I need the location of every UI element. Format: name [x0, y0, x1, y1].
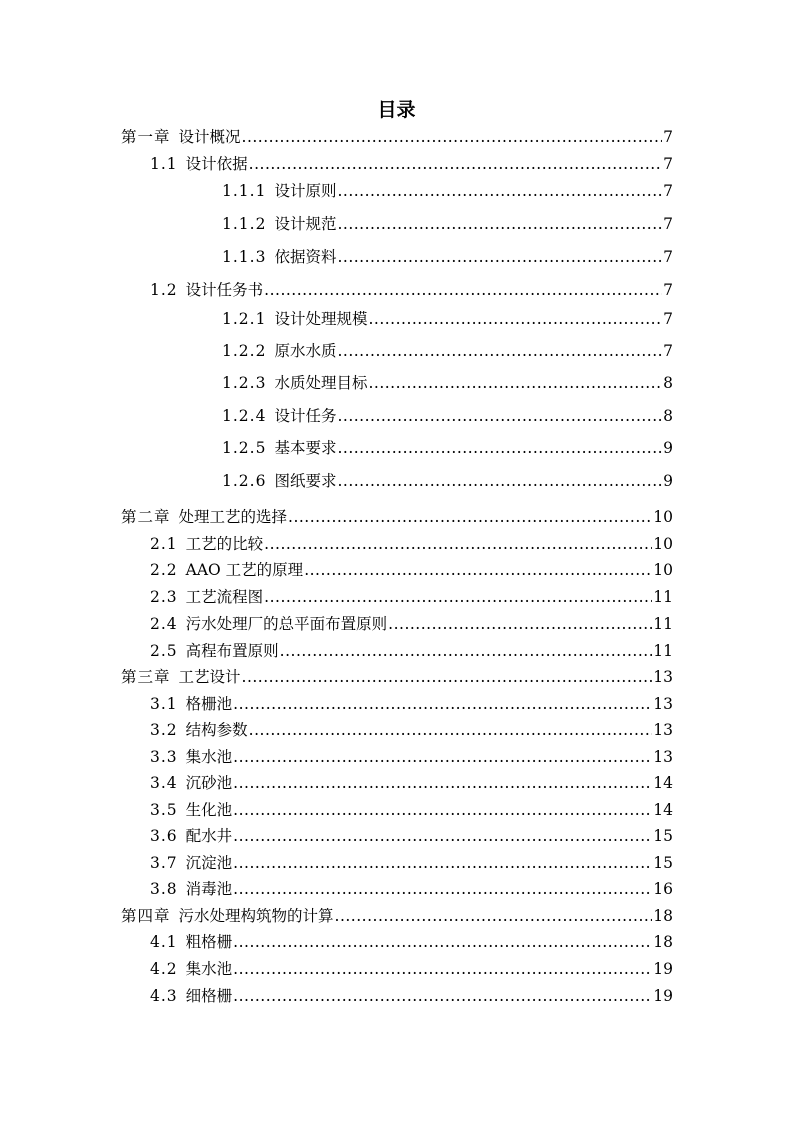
toc-entry-title: 沉砂池 — [185, 774, 233, 792]
toc-entry-number: 2.3 — [150, 588, 178, 606]
toc-section-entry[interactable] — [150, 878, 673, 900]
toc-page-number: 13 — [653, 748, 673, 766]
toc-page-number: 7 — [663, 310, 673, 328]
toc-section-entry[interactable] — [222, 180, 673, 202]
toc-dot-leader — [233, 985, 652, 1007]
toc-dot-leader — [233, 958, 652, 980]
toc-page-number: 7 — [663, 182, 673, 200]
toc-dot-leader — [233, 878, 652, 900]
toc-dot-leader — [337, 470, 662, 492]
toc-entry-title: 污水处理厂的总平面布置原则 — [185, 615, 388, 633]
toc-section-entry[interactable] — [150, 640, 673, 662]
toc-entry-title: 设计概况 — [178, 128, 241, 146]
toc-page-number: 8 — [663, 407, 673, 425]
toc-dot-leader — [233, 852, 652, 874]
toc-page-number: 7 — [663, 342, 673, 360]
toc-entry-title: 原水水质 — [274, 342, 337, 360]
toc-section-entry[interactable] — [150, 985, 673, 1007]
toc-entry-title: 设计任务 — [274, 407, 337, 425]
toc-entry-number: 第四章 — [121, 907, 171, 925]
toc-entry-number: 第二章 — [121, 508, 171, 526]
toc-dot-leader — [288, 506, 652, 528]
toc-entry-number: 1.2.1 — [222, 310, 267, 328]
toc-entry-number: 1.1.1 — [222, 182, 267, 200]
toc-entry-number: 1.2 — [150, 281, 178, 299]
toc-dot-leader — [337, 437, 662, 459]
toc-section-entry[interactable] — [222, 213, 673, 235]
toc-section-entry[interactable] — [150, 693, 673, 715]
toc-section-entry[interactable] — [222, 372, 673, 394]
toc-section-entry[interactable] — [150, 772, 673, 794]
toc-entry-title: 工艺设计 — [178, 668, 241, 686]
toc-chapter-entry[interactable] — [121, 506, 673, 528]
toc-section-entry[interactable] — [222, 308, 673, 330]
toc-entry-title: 工艺流程图 — [185, 588, 264, 606]
toc-dot-leader — [280, 640, 653, 662]
toc-page-number: 15 — [653, 827, 673, 845]
toc-page-number: 15 — [653, 854, 673, 872]
toc-entry-title: 工艺的比较 — [185, 535, 264, 553]
toc-page-number: 7 — [663, 248, 673, 266]
toc-page-number: 13 — [653, 695, 673, 713]
toc-entry-title: 设计原则 — [274, 182, 337, 200]
toc-dot-leader — [242, 666, 653, 688]
toc-entry-number: 2.2 — [150, 561, 178, 579]
toc-entry-number: 3.1 — [150, 695, 178, 713]
toc-section-entry[interactable] — [150, 825, 673, 847]
toc-page-number: 18 — [653, 933, 673, 951]
toc-section-entry[interactable] — [150, 931, 673, 953]
toc-entry-number: 4.3 — [150, 987, 178, 1005]
toc-section-entry[interactable] — [150, 153, 673, 175]
toc-section-entry[interactable] — [150, 279, 673, 301]
toc-section-entry[interactable] — [222, 246, 673, 268]
toc-page-number: 9 — [663, 472, 673, 490]
toc-section-entry[interactable] — [222, 470, 673, 492]
toc-entry-title: 结构参数 — [185, 721, 248, 739]
toc-entry-title: 集水池 — [185, 960, 233, 978]
toc-entry-title: 沉淀池 — [185, 854, 233, 872]
toc-entry-number: 1.2.6 — [222, 472, 267, 490]
toc-entry-title: 依据资料 — [274, 248, 337, 266]
toc-entry-title: 消毒池 — [185, 880, 233, 898]
toc-dot-leader — [264, 586, 652, 608]
toc-entry-number: 4.2 — [150, 960, 178, 978]
toc-entry-number: 3.3 — [150, 748, 178, 766]
toc-dot-leader — [233, 772, 652, 794]
toc-entry-number: 2.4 — [150, 615, 178, 633]
toc-entry-number: 1.2.5 — [222, 439, 267, 457]
toc-entry-number: 1.1.3 — [222, 248, 267, 266]
toc-page-number: 10 — [653, 535, 673, 553]
toc-page-number: 13 — [653, 721, 673, 739]
toc-page-number: 10 — [653, 508, 673, 526]
toc-entry-title: 高程布置原则 — [185, 642, 279, 660]
toc-entry-number: 3.2 — [150, 721, 178, 739]
toc-page-number: 18 — [653, 907, 673, 925]
toc-page-number: 11 — [653, 588, 673, 606]
toc-dot-leader — [337, 180, 662, 202]
toc-entry-title: 设计处理规模 — [274, 310, 368, 328]
toc-entry-number: 1.1.2 — [222, 215, 267, 233]
toc-section-entry[interactable] — [222, 405, 673, 427]
toc-section-entry[interactable] — [150, 719, 673, 741]
toc-entry-title: AAO 工艺的原理 — [185, 561, 304, 579]
toc-page-number: 11 — [653, 642, 673, 660]
toc-section-entry[interactable] — [150, 799, 673, 821]
toc-entry-title: 污水处理构筑物的计算 — [178, 907, 334, 925]
toc-entry-title: 配水井 — [185, 827, 233, 845]
toc-entry-number: 1.2.4 — [222, 407, 267, 425]
toc-section-entry[interactable] — [150, 613, 673, 635]
toc-section-entry[interactable] — [222, 340, 673, 362]
toc-entry-title: 设计任务书 — [185, 281, 264, 299]
toc-dot-leader — [242, 126, 663, 148]
toc-dot-leader — [233, 799, 652, 821]
toc-entry-number: 3.6 — [150, 827, 178, 845]
toc-dot-leader — [337, 405, 662, 427]
toc-dot-leader — [233, 693, 652, 715]
toc-entry-title: 设计规范 — [274, 215, 337, 233]
toc-section-entry[interactable] — [222, 437, 673, 459]
toc-dot-leader — [335, 905, 653, 927]
toc-entry-number: 2.1 — [150, 535, 178, 553]
toc-section-entry[interactable] — [150, 586, 673, 608]
toc-entry-title: 粗格栅 — [185, 933, 233, 951]
toc-entry-number: 1.2.3 — [222, 374, 267, 392]
toc-page-number: 19 — [653, 987, 673, 1005]
toc-page-number: 13 — [653, 668, 673, 686]
toc-chapter-entry[interactable] — [121, 666, 673, 688]
toc-dot-leader — [368, 308, 662, 330]
toc-dot-leader — [337, 213, 662, 235]
toc-entry-number: 1.2.2 — [222, 342, 267, 360]
toc-dot-leader — [388, 613, 652, 635]
toc-page-number: 9 — [663, 439, 673, 457]
toc-dot-leader — [264, 533, 652, 555]
toc-entry-number: 1.1 — [150, 155, 178, 173]
toc-dot-leader — [264, 279, 662, 301]
toc-page-number: 8 — [663, 374, 673, 392]
toc-dot-leader — [233, 825, 652, 847]
toc-entry-number: 第一章 — [121, 128, 171, 146]
toc-dot-leader — [337, 246, 662, 268]
toc-page-number: 7 — [663, 128, 673, 146]
toc-dot-leader — [249, 719, 653, 741]
toc-page-number: 7 — [663, 155, 673, 173]
toc-entry-title: 集水池 — [185, 748, 233, 766]
toc-page-number: 14 — [653, 774, 673, 792]
toc-entry-title: 处理工艺的选择 — [178, 508, 288, 526]
toc-page-number: 14 — [653, 801, 673, 819]
toc-dot-leader — [304, 559, 652, 581]
toc-entry-number: 3.4 — [150, 774, 178, 792]
toc-section-entry[interactable] — [150, 533, 673, 555]
toc-entry-number: 4.1 — [150, 933, 178, 951]
toc-entry-number: 第三章 — [121, 668, 171, 686]
toc-entry-title: 生化池 — [185, 801, 233, 819]
toc-entry-number: 3.8 — [150, 880, 178, 898]
toc-chapter-entry[interactable] — [121, 126, 673, 148]
toc-section-entry[interactable] — [150, 852, 673, 874]
toc-entry-number: 2.5 — [150, 642, 178, 660]
toc-page-number: 16 — [653, 880, 673, 898]
toc-entry-title: 设计依据 — [185, 155, 248, 173]
toc-dot-leader — [337, 340, 662, 362]
toc-entry-title: 图纸要求 — [274, 472, 337, 490]
toc-page-number: 19 — [653, 960, 673, 978]
toc-entry-number: 3.5 — [150, 801, 178, 819]
toc-entry-title: 格栅池 — [185, 695, 233, 713]
toc-entry-number: 3.7 — [150, 854, 178, 872]
toc-dot-leader — [233, 746, 652, 768]
toc-entry-title: 细格栅 — [185, 987, 233, 1005]
page-title: 目录 — [377, 99, 416, 121]
toc-dot-leader — [233, 931, 652, 953]
toc-entry-title: 基本要求 — [274, 439, 337, 457]
toc-section-entry[interactable] — [150, 746, 673, 768]
toc-page-number: 10 — [653, 561, 673, 579]
toc-section-entry[interactable] — [150, 559, 673, 581]
toc-chapter-entry[interactable] — [121, 905, 673, 927]
toc-entry-title: 水质处理目标 — [274, 374, 368, 392]
toc-page-number: 7 — [663, 281, 673, 299]
toc-dot-leader — [368, 372, 662, 394]
toc-page-number: 11 — [653, 615, 673, 633]
toc-section-entry[interactable] — [150, 958, 673, 980]
toc-dot-leader — [249, 153, 662, 175]
toc-page-number: 7 — [663, 215, 673, 233]
